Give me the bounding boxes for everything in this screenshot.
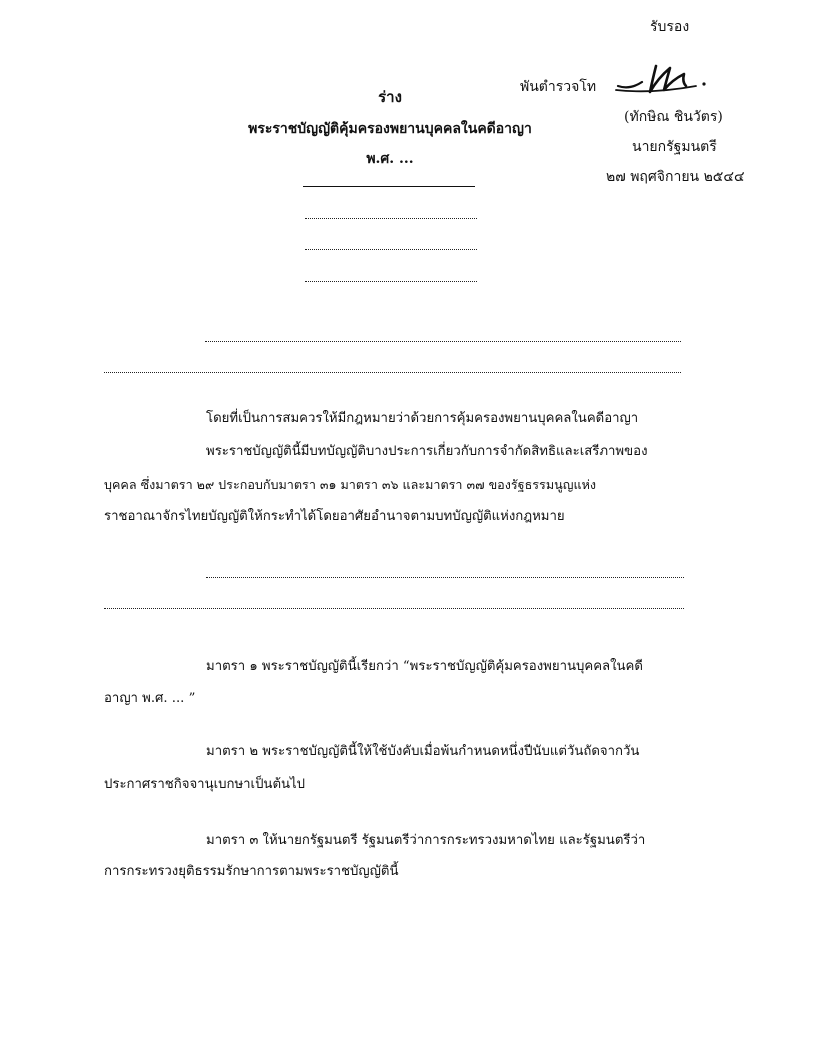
preamble-line: ราชอาณาจักรไทยบัญญัติให้กระทำได้โดยอาศัยอำนาจตามบทบัญญัติแห่งกฎหมาย [104, 509, 565, 524]
draft-label: ร่าง [378, 88, 402, 106]
section-line: การกระทรวงยุติธรรมรักษาการตามพระราชบัญญัตินี้ [104, 864, 399, 879]
preamble-line: โดยที่เป็นการสมควรให้มีกฎหมายว่าด้วยการคุ้มครองพยานบุคคลในคดีอาญา [206, 411, 639, 426]
approval-name: (ทักษิณ ชินวัตร) [624, 109, 723, 125]
approval-rank: พันตำรวจโท [520, 79, 597, 95]
dotted-line [205, 341, 681, 342]
dotted-line [305, 281, 477, 282]
preamble-line: บุคคล ซึ่งมาตรา ๒๙ ประกอบกับมาตรา ๓๑ มาตรา ๓๖ และมาตรา ๓๗ ของรัฐธรรมนูญแห่ง [104, 477, 597, 492]
approval-date: ๒๗ พฤศจิกายน ๒๕๔๔ [606, 169, 745, 185]
dotted-line [104, 372, 681, 373]
section-line: มาตรา ๑ พระราชบัญญัตินี้เรียกว่า “พระราชบัญญัติคุ้มครองพยานบุคคลในคดี [206, 659, 643, 674]
page-title: พระราชบัญญัติคุ้มครองพยานบุคคลในคดีอาญา [248, 121, 532, 137]
section-line: มาตรา ๓ ให้นายกรัฐมนตรี รัฐมนตรีว่าการกระทรวงมหาดไทย และรัฐมนตรีว่า [206, 833, 646, 848]
approval-position: นายกรัฐมนตรี [632, 139, 717, 155]
approval-header: รับรอง [650, 19, 690, 35]
section-line: อาญา พ.ศ. ... ” [104, 691, 196, 706]
dotted-line [206, 577, 684, 578]
signature-image [612, 60, 722, 110]
dotted-line [305, 249, 477, 250]
title-year: พ.ศ. ... [366, 151, 414, 167]
title-underline [303, 186, 475, 187]
dotted-line [305, 218, 477, 219]
preamble-line: พระราชบัญญัตินี้มีบทบัญญัติบางประการเกี่ยวกับการจำกัดสิทธิและเสรีภาพของ [206, 444, 648, 459]
section-line: มาตรา ๒ พระราชบัญญัตินี้ให้ใช้บังคับเมื่อพ้นกำหนดหนึ่งปีนับแต่วันถัดจากวัน [206, 744, 640, 759]
dotted-line [104, 608, 684, 609]
section-line: ประกาศราชกิจจานุเบกษาเป็นต้นไป [104, 777, 306, 792]
